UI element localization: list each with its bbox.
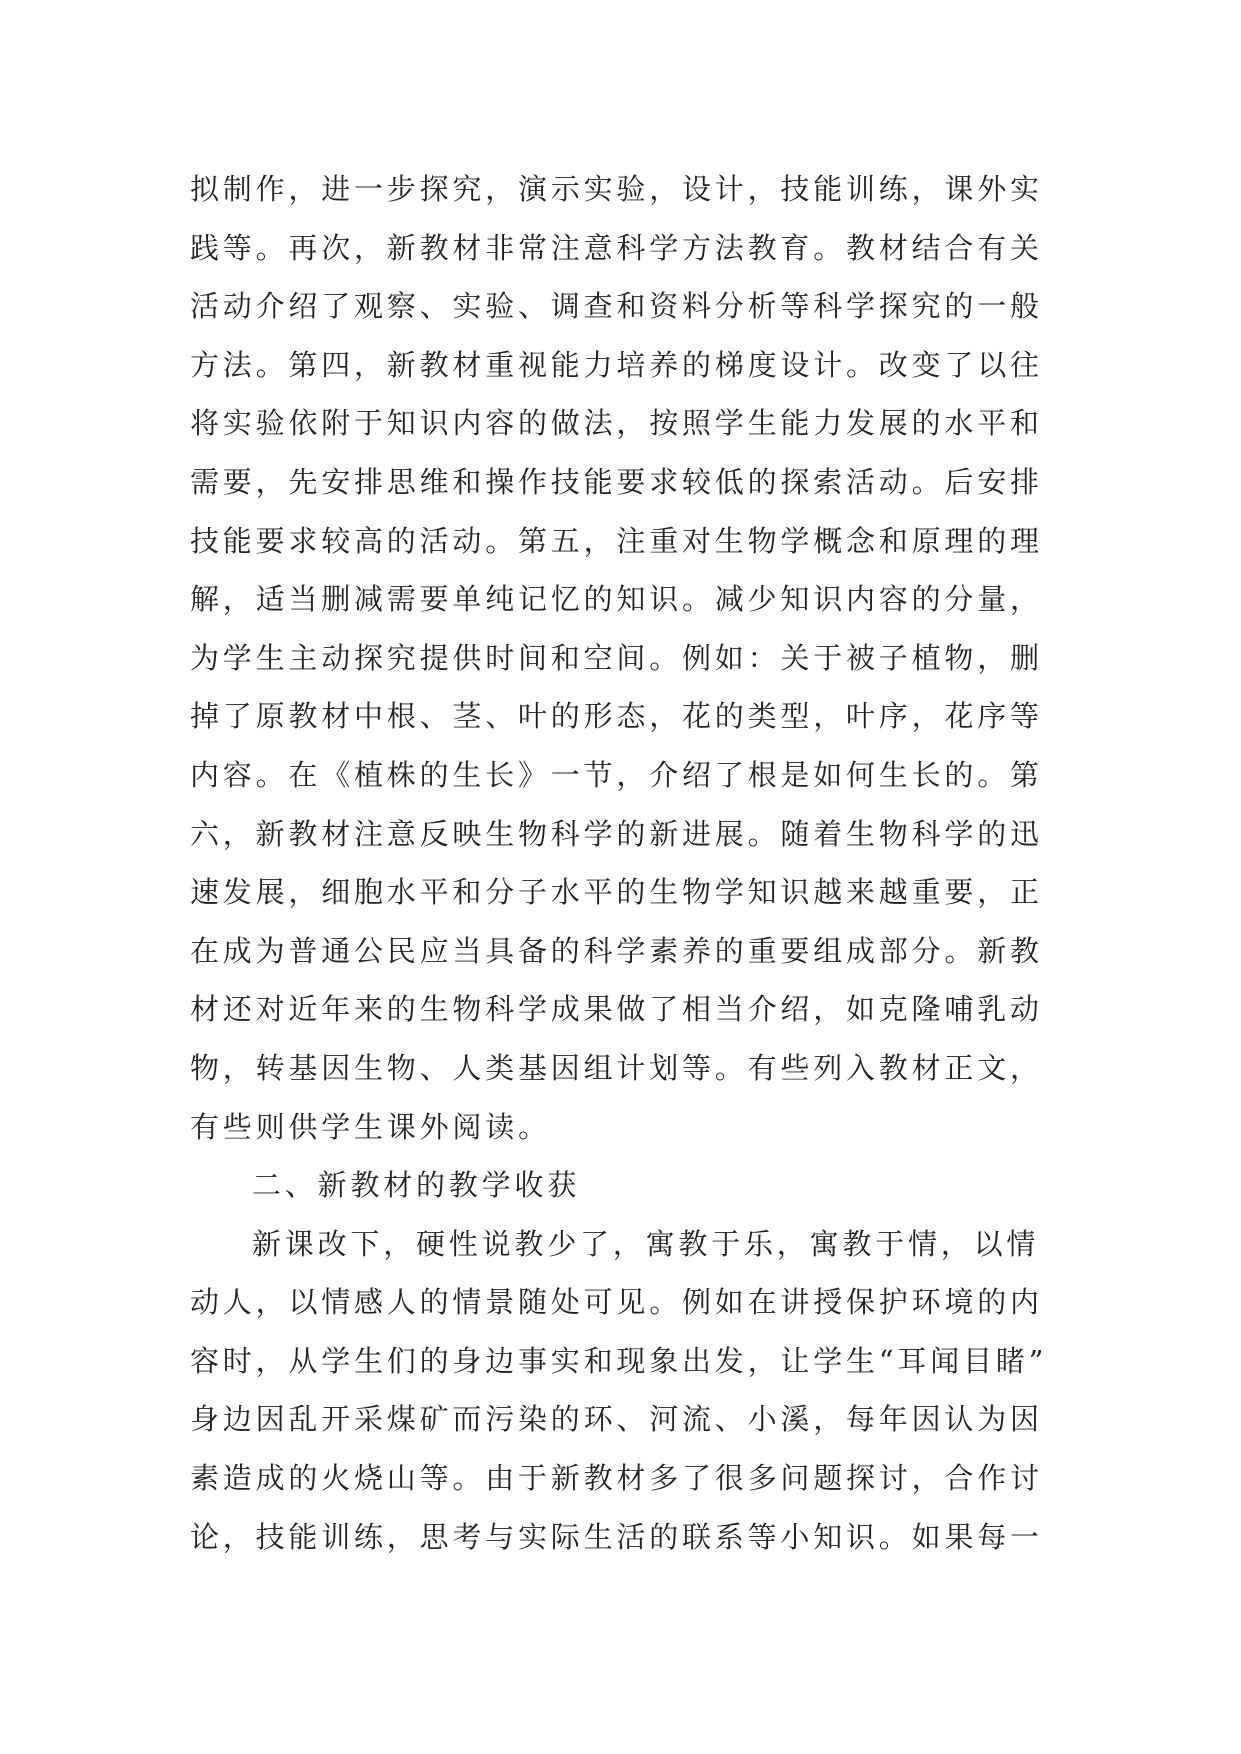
text-line: 动人，以情感人的情景随处可见。例如在讲授保护环境的内 (190, 1285, 1043, 1320)
text-line: 身边因乱开采煤矿而污染的环、河流、小溪，每年因认为因 (190, 1402, 1043, 1437)
text-line: 新课改下，硬性说教少了，寓教于乐，寓教于情，以情 (252, 1226, 1040, 1261)
text-line: 拟制作，进一步探究，演示实验，设计，技能训练，课外实 (190, 172, 1043, 206)
text-line: 掉了原教材中根、茎、叶的形态，花的类型，叶序，花序等 (190, 699, 1043, 734)
text-line: 材还对近年来的生物科学成果做了相当介绍，如克隆哺乳动 (190, 992, 1043, 1027)
text-line: 内容。在《植株的生长》一节，介绍了根是如何生长的。第 (190, 757, 1043, 792)
text-line: 技能要求较高的活动。第五，注重对生物学概念和原理的理 (190, 523, 1043, 558)
text-line: 物，转基因生物、人类基因组计划等。有些列入教材正文， (190, 1050, 1043, 1085)
text-line: 有些则供学生课外阅读。 (190, 1109, 551, 1144)
text-line: 六，新教材注意反映生物科学的新进展。随着生物科学的迅 (190, 816, 1043, 851)
text-line: 在成为普通公民应当具备的科学素养的重要组成部分。新教 (190, 933, 1043, 968)
text-line: 需要，先安排思维和操作技能要求较低的探索活动。后安排 (190, 464, 1043, 499)
text-line: 速发展，细胞水平和分子水平的生物学知识越来越重要，正 (190, 875, 1043, 910)
section-heading: 二、新教材的教学收获 (252, 1168, 581, 1203)
text-line: 素造成的火烧山等。由于新教材多了很多问题探讨，合作讨 (190, 1461, 1043, 1496)
text-line: 活动介绍了观察、实验、调查和资料分析等科学探究的一般 (190, 289, 1043, 324)
body-text (190, 160, 1060, 1566)
text-line: 方法。第四，新教材重视能力培养的梯度设计。改变了以往 (190, 347, 1043, 382)
text-line: 论，技能训练，思考与实际生活的联系等小知识。如果每一 (190, 1519, 1043, 1554)
text-line: 将实验依附于知识内容的做法，按照学生能力发展的水平和 (190, 406, 1043, 441)
text-line: 解，适当删减需要单纯记忆的知识。减少知识内容的分量， (190, 582, 1043, 617)
text-line: 为学生主动探究提供时间和空间。例如：关于被子植物，删 (190, 640, 1043, 675)
text-line: 践等。再次，新教材非常注意科学方法教育。教材结合有关 (190, 230, 1043, 265)
text-line: 容时，从学生们的身边事实和现象出发，让学生“耳闻目睹” (190, 1343, 1048, 1378)
